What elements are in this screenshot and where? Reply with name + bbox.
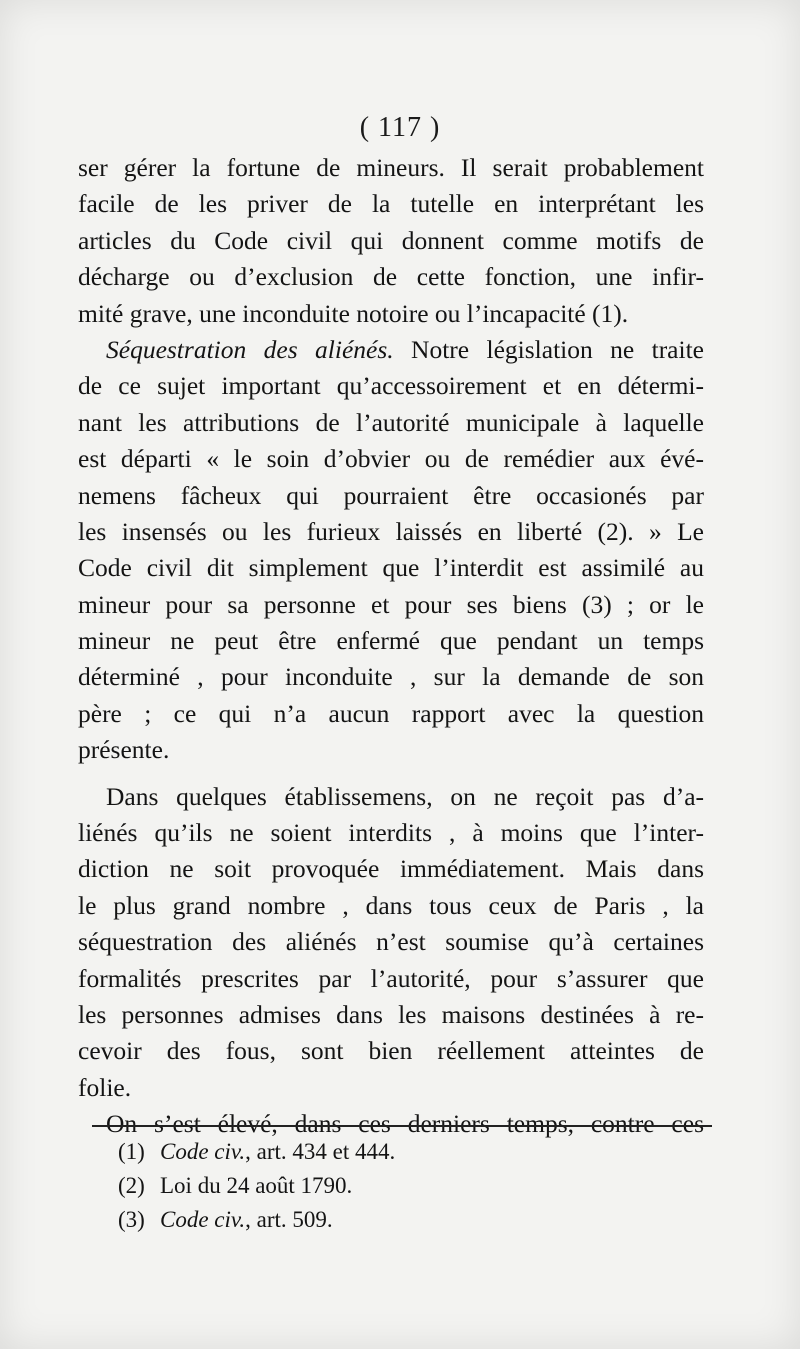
text-line: Code civil dit simplement que l’interdit est assimilé au [78,553,704,583]
text-line: ser gérer la fortune de mineurs. Il serait probablement [78,153,704,182]
footnote-1 [118,1135,698,1169]
paragraph-3 [78,779,704,1107]
text-line: père ; ce qui n’a aucun rapport avec la question [78,698,704,728]
footnote-text: , art. 434 et 444. [245,1139,396,1164]
footnote-2 [118,1169,698,1203]
text-line: présente. [78,735,170,765]
text-line: mineur pour sa personne et pour ses biens (3) ; or le [78,589,704,619]
footnote-mark: (3) [118,1207,145,1232]
paragraph-1 [78,150,704,332]
text-line: nant les attributions de l’autorité municipale à laquelle [78,407,704,437]
text-line: décharge ou d’exclusion de cette fonction, une infir- [78,262,704,292]
footnote-3 [118,1203,698,1237]
text-line [78,332,704,368]
footnote-rule [92,1125,712,1127]
footnotes [118,1135,698,1237]
text-line: formalités prescrites par l’autorité, pour s’assurer que [78,963,704,993]
paragraph-2 [78,332,704,769]
footnote-citation-italic: Code civ. [160,1207,246,1232]
text-line: nemens fâcheux qui pourraient être occasionés par [78,480,704,510]
text-line: le plus grand nombre , dans tous ceux de Paris , la [78,890,704,920]
footnote-mark: (2) [118,1173,145,1198]
text-line: facile de les priver de la tutelle en interprétant les [78,189,704,219]
text-line: mité grave, une inconduite notoire ou l’incapacité (1). [78,298,629,328]
text-line: les insensés ou les furieux laissés en liberté (2). » Le [78,516,704,546]
text-line: liénés qu’ils ne soient interdits , à moins que l’inter- [78,818,704,848]
text-line: articles du Code civil qui donnent comme motifs de [78,225,704,255]
text-line: déterminé , pour inconduite , sur la demande de son [78,662,704,692]
text-line: mineur ne peut être enfermé que pendant un temps [78,626,704,656]
section-heading-italic: Séquestration des aliénés. [106,334,394,364]
footnote-citation-italic: Code civ. [160,1139,246,1164]
text-line: est départi « le soin d’obvier ou de remédier aux évé- [78,444,704,474]
footnote-text: , art. 509. [245,1207,333,1232]
text-line: folie. [78,1072,132,1102]
text-line: séquestration des aliénés n’est soumise qu’à certaines [78,927,704,957]
text-run: Notre législation ne traite [393,334,704,364]
text-line: cevoir des fous, sont bien réellement atteintes de [78,1036,704,1066]
paragraph-gap [78,769,704,779]
text-line: les personnes admises dans les maisons destinées à re- [78,999,704,1029]
text-line: Dans quelques établissemens, on ne reçoit pas d’a- [106,781,704,811]
text-line: On s’est élevé, dans ces derniers temps, contre ces [106,1109,704,1139]
page-number: ( 117 ) [359,112,441,143]
body-text [78,150,704,1143]
footnote-mark: (1) [118,1139,145,1164]
footnote-text: Loi du 24 août 1790. [160,1173,353,1198]
text-line: diction ne soit provoquée immédiatement. Mais dans [78,854,704,884]
text-line: de ce sujet important qu’accessoirement et en détermi- [78,371,704,401]
